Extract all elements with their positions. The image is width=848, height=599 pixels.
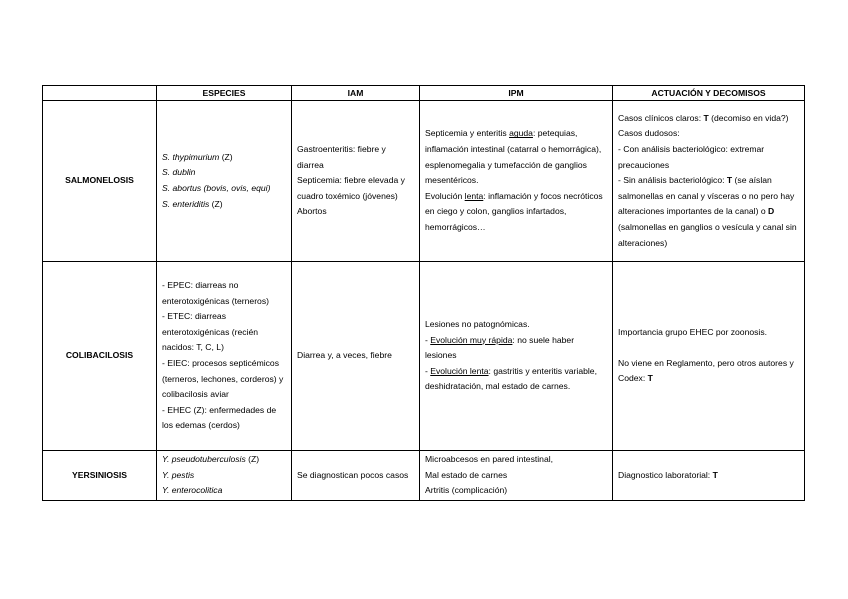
ipm-cell xyxy=(420,451,613,501)
species-item: - EIEC: procesos septicémicos (terneros, lechones, corderos) y colibacilosis aviar xyxy=(162,358,284,400)
actuacion-line: Casos clínicos claros: T (decomiso en vida?) xyxy=(618,112,789,123)
actuacion-cell xyxy=(613,451,805,501)
iam-item: Gastroenteritis: fiebre y diarrea xyxy=(297,144,386,170)
ipm-line: - Evolución muy rápida: no suele haber lesiones xyxy=(425,334,575,361)
species-item: Y. enterocolitica xyxy=(162,485,223,496)
header-ipm: IPM xyxy=(420,86,613,101)
table-row-yersiniosis xyxy=(43,451,805,501)
actuacion-line: Diagnostico laboratorial: T xyxy=(618,469,718,480)
header-actuacion: ACTUACIÓN Y DECOMISOS xyxy=(613,86,805,101)
row-label: SALMONELOSIS xyxy=(43,101,157,262)
header-row xyxy=(43,86,805,101)
species-item: S. abortus (bovis, ovis, equi) xyxy=(162,183,271,193)
actuacion-cell xyxy=(613,101,805,262)
ipm-cell xyxy=(420,101,613,262)
species-item: - ETEC: diarreas enterotoxigénicas (recién nacidos: T, C, L) xyxy=(162,311,259,353)
iam-cell xyxy=(292,101,420,262)
actuacion-line: - Con análisis bacteriológico: extremar precauciones xyxy=(618,144,765,170)
species-item: S. dublin xyxy=(162,167,196,178)
ipm-line: - Evolución lenta: gastritis y enteritis variable, deshidratación, mal estado de carnes. xyxy=(425,365,597,392)
iam-cell: Se diagnostican pocos casos xyxy=(292,451,420,501)
ipm-paragraph: Septicemia y enteritis aguda: petequias, inflamación intestinal (catarral o hemorrágica), esplenomegalia y tumefacción de ganglios mesentéricos. xyxy=(425,128,602,186)
row-label: COLIBACILOSIS xyxy=(43,262,157,451)
actuacion-line: Casos dudosos: xyxy=(618,128,680,139)
especies-cell xyxy=(157,101,292,262)
table-row-salmonelosis xyxy=(43,101,805,262)
especies-cell xyxy=(157,451,292,501)
actuacion-cell xyxy=(613,262,805,451)
header-especies: ESPECIES xyxy=(157,86,292,101)
row-label: YERSINIOSIS xyxy=(43,451,157,501)
ipm-line: Microabcesos en pared intestinal, xyxy=(425,454,554,464)
species-item: S. thypimurium (Z) xyxy=(162,151,233,162)
table-row-colibacilosis xyxy=(43,262,805,451)
species-item: - EPEC: diarreas no enterotoxigénicas (terneros) xyxy=(162,280,269,306)
iam-item: Septicemia: fiebre elevada y cuadro toxémico (jóvenes) xyxy=(297,175,405,201)
species-item: S. enteriditis (Z) xyxy=(162,198,223,209)
ipm-line: Lesiones no patognómicas. xyxy=(425,319,530,330)
species-item: - EHEC (Z): enfermedades de los edemas (cerdos) xyxy=(162,404,277,431)
ipm-line: Mal estado de carnes xyxy=(425,469,508,480)
header-iam: IAM xyxy=(292,86,420,101)
disease-table xyxy=(42,85,805,501)
ipm-paragraph: Evolución lenta: inflamación y focos necróticos en ciego y colon, ganglios infartados, hemorrágicos… xyxy=(425,190,603,232)
ipm-cell xyxy=(420,262,613,451)
header-blank xyxy=(43,86,157,101)
ipm-line: Artritis (complicación) xyxy=(425,485,508,496)
actuacion-line: Importancia grupo EHEC por zoonosis. xyxy=(618,327,768,338)
actuacion-line: No viene en Reglamento, pero otros autores y Codex: T xyxy=(618,357,794,384)
species-item: Y. pseudotuberculosis (Z) xyxy=(162,454,260,464)
spacer xyxy=(618,341,799,356)
actuacion-line: - Sin análisis bacteriológico: T (se aíslan salmonellas en canal y vísceras o no pero hay alteraciones importantes de la canal) o D (salmonellas en ganglios o vesícula y canal sin alteraciones) xyxy=(618,175,797,248)
iam-cell: Diarrea y, a veces, fiebre xyxy=(292,262,420,451)
iam-item: Abortos xyxy=(297,206,327,217)
species-item: Y. pestis xyxy=(162,469,195,480)
especies-cell xyxy=(157,262,292,451)
